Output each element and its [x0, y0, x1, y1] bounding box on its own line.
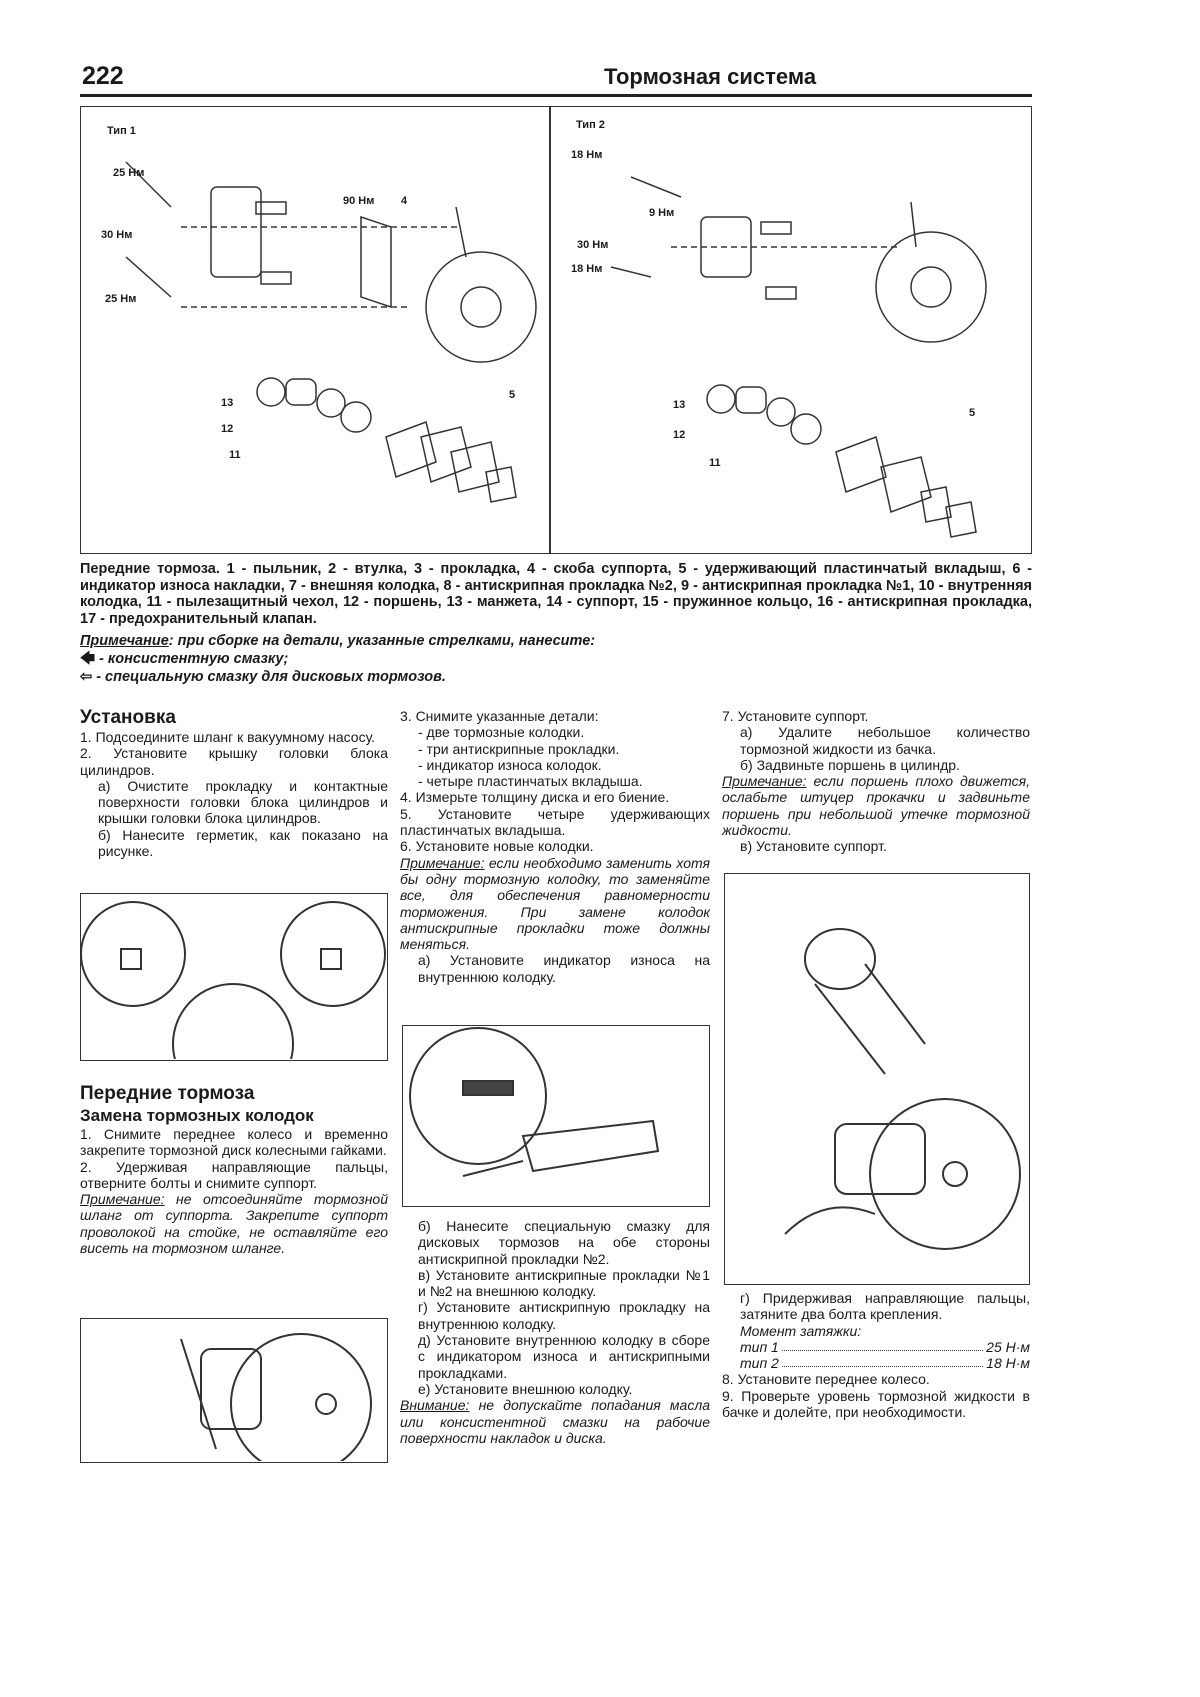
- dot-leader: [782, 1355, 983, 1367]
- type2-label: Тип 2: [576, 119, 605, 131]
- list-item: - три антискрипные прокладки.: [418, 740, 620, 757]
- paragraph: е) Установите внешнюю колодку.: [418, 1380, 633, 1397]
- torque-type: тип 1: [740, 1338, 779, 1355]
- paragraph: б) Нанесите герметик, как показано на рисунке.: [98, 826, 388, 860]
- note-label: Примечание: [80, 633, 169, 649]
- warning-text: не допускайте попадания масла или консистентной смазки на рабочие поверхности накладок и диска.: [400, 1397, 710, 1446]
- paragraph: 1. Снимите переднее колесо и временно закрепите тормозной диск колесными гайками.: [80, 1126, 388, 1159]
- part-number: 12: [221, 423, 234, 435]
- paragraph: в) Установите суппорт.: [740, 838, 887, 855]
- paragraph: 5. Установите четыре удерживающих пластинчатых вкладыша.: [400, 805, 710, 839]
- paragraph: 7. Установите суппорт.: [722, 708, 869, 724]
- list-item: - четыре пластинчатых вкладыша.: [418, 773, 643, 790]
- wear-indicator-illustration: [402, 1025, 710, 1207]
- paragraph: 9. Проверьте уровень тормозной жидкости в бачке и долейте, при необходимости.: [722, 1387, 1030, 1421]
- torque-label: 18 Нм: [571, 149, 603, 161]
- paragraph: 4. Измерьте толщину диска и его биение.: [400, 789, 670, 806]
- paragraph: д) Установите внутреннюю колодку в сборе с индикатором износа и антискрипными прокладками.: [418, 1332, 710, 1381]
- torque-label: 90 Нм: [343, 195, 375, 207]
- torque-type: тип 2: [740, 1355, 779, 1372]
- torque-row: [722, 1339, 1030, 1355]
- torque-label: 25 Нм: [105, 293, 137, 305]
- sealant-illustration: [80, 893, 388, 1061]
- torque-heading: Момент затяжки:: [740, 1322, 862, 1339]
- part-number: 5: [969, 407, 976, 419]
- paragraph: в) Установите антискрипные прокладки №1 и №2 на внешнюю колодку.: [418, 1266, 710, 1300]
- header-rule: [80, 94, 1032, 97]
- column-2-lower: [400, 1218, 710, 1446]
- paragraph: г) Придерживая направляющие пальцы, затяните два болта крепления.: [740, 1290, 1030, 1323]
- paragraph: 2. Установите крышку головки блока цилиндров.: [80, 745, 388, 778]
- note-item: - специальную смазку для дисковых тормозов.: [96, 669, 446, 685]
- part-number: 11: [229, 449, 241, 461]
- column-3-lower: [722, 1290, 1030, 1420]
- warning-label: Внимание:: [400, 1397, 470, 1414]
- paragraph: б) Нанесите специальную смазку для дисковых тормозов на обе стороны антискрипной прокладки №2.: [418, 1218, 710, 1267]
- part-number: 4: [401, 195, 408, 207]
- column-2: [400, 708, 710, 985]
- paragraph: б) Задвиньте поршень в цилиндр.: [740, 756, 960, 773]
- column-1-lower: [80, 1083, 388, 1256]
- torque-value: 18 Н·м: [986, 1355, 1030, 1372]
- paragraph: 8. Установите переднее колесо.: [722, 1371, 930, 1388]
- part-number: 12: [673, 429, 686, 441]
- paragraph: а) Удалите небольшое количество тормозной жидкости из бачка.: [740, 724, 1030, 757]
- note-text: не отсоединяйте тормозной шланг от суппорта. Закрепите суппорт проволокой на стойке, не оставляйте его висеть на тормозном шланге.: [80, 1191, 388, 1257]
- brake-parts-drawing: [81, 107, 1031, 553]
- torque-label: 30 Нм: [577, 239, 609, 251]
- list-item: - индикатор износа колодок.: [418, 756, 602, 773]
- torque-row: [722, 1355, 1030, 1371]
- dot-leader: [782, 1339, 983, 1351]
- type1-parts: [126, 162, 536, 502]
- torque-label: 25 Нм: [113, 167, 145, 179]
- type1-label: Тип 1: [107, 125, 136, 137]
- paragraph: а) Очистите прокладку и контактные поверхности головки блока цилиндров и крышки головки блока цилиндров.: [98, 777, 388, 827]
- note-text: : при сборке на детали, указанные стрелками, нанесите:: [168, 633, 596, 649]
- paragraph: 2. Удерживая направляющие пальцы, отверните болты и снимите суппорт.: [80, 1158, 388, 1191]
- exploded-brake-diagram: [80, 106, 1032, 554]
- paragraph: г) Установите антискрипную прокладку на внутреннюю колодку.: [418, 1299, 710, 1332]
- note-text: если поршень плохо движется, ослабьте штуцер прокачки и задвиньте поршень при небольшой утечке тормозной жидкости.: [722, 773, 1030, 839]
- page-title: Тормозная система: [603, 64, 817, 89]
- note-label: Примечание:: [722, 773, 807, 790]
- torque-label: 9 Нм: [649, 207, 675, 219]
- section-heading: Передние тормоза: [80, 1083, 255, 1104]
- filled-arrow-icon: 🡄: [80, 651, 95, 667]
- caliper-removal-illustration: [80, 1318, 388, 1463]
- note-item: - консистентную смазку;: [99, 651, 289, 667]
- list-item: - две тормозные колодки.: [418, 724, 585, 741]
- section-heading: Установка: [80, 707, 176, 728]
- column-1: [80, 707, 388, 859]
- part-number: 13: [673, 399, 686, 411]
- part-number: 11: [709, 457, 721, 469]
- outline-arrow-icon: ⇦: [80, 669, 93, 685]
- part-number: 13: [221, 397, 234, 409]
- note-label: Примечание:: [80, 1191, 165, 1208]
- note-label: Примечание:: [400, 854, 485, 871]
- part-number: 5: [509, 389, 516, 401]
- paragraph: 3. Снимите указанные детали:: [400, 708, 599, 724]
- paragraph: 6. Установите новые колодки.: [400, 838, 594, 855]
- torque-value: 25 Н·м: [986, 1338, 1030, 1355]
- column-3: [722, 708, 1030, 855]
- figure-note: [80, 632, 1032, 686]
- page-number: 222: [82, 62, 124, 90]
- type2-parts: [611, 177, 986, 537]
- note-text: если необходимо заменить хотя бы одну тормозную колодку, то заменяйте все, для обеспечения равномерности торможения. При замене колодок антискрипные прокладки тоже должны меняться.: [400, 854, 710, 953]
- caliper-install-illustration: [724, 873, 1030, 1285]
- paragraph: 1. Подсоедините шланг к вакуумному насосу.: [80, 729, 376, 745]
- torque-label: 18 Нм: [571, 263, 603, 275]
- figure-caption: Передние тормоза. 1 - пыльник, 2 - втулка, 3 - прокладка, 4 - скоба суппорта, 5 - удерживающий пластинчатый вкладыш, 6 - индикатор износа накладки, 7 - внешняя колодка, 8 - антискрипная прокладка №2, 9 - антискрипная прокладка №1, 10 - внутренняя колодка, 11 - пылезащитный чехол, 12 - поршень, 13 - манжета, 14 - суппорт, 15 - пружинное кольцо, 16 - антискрипная прокладка, 17 - предохранительный клапан.: [80, 561, 1032, 627]
- paragraph: а) Установите индикатор износа на внутреннюю колодку.: [418, 952, 710, 985]
- torque-label: 30 Нм: [101, 229, 133, 241]
- subsection-heading: Замена тормозных колодок: [80, 1106, 314, 1125]
